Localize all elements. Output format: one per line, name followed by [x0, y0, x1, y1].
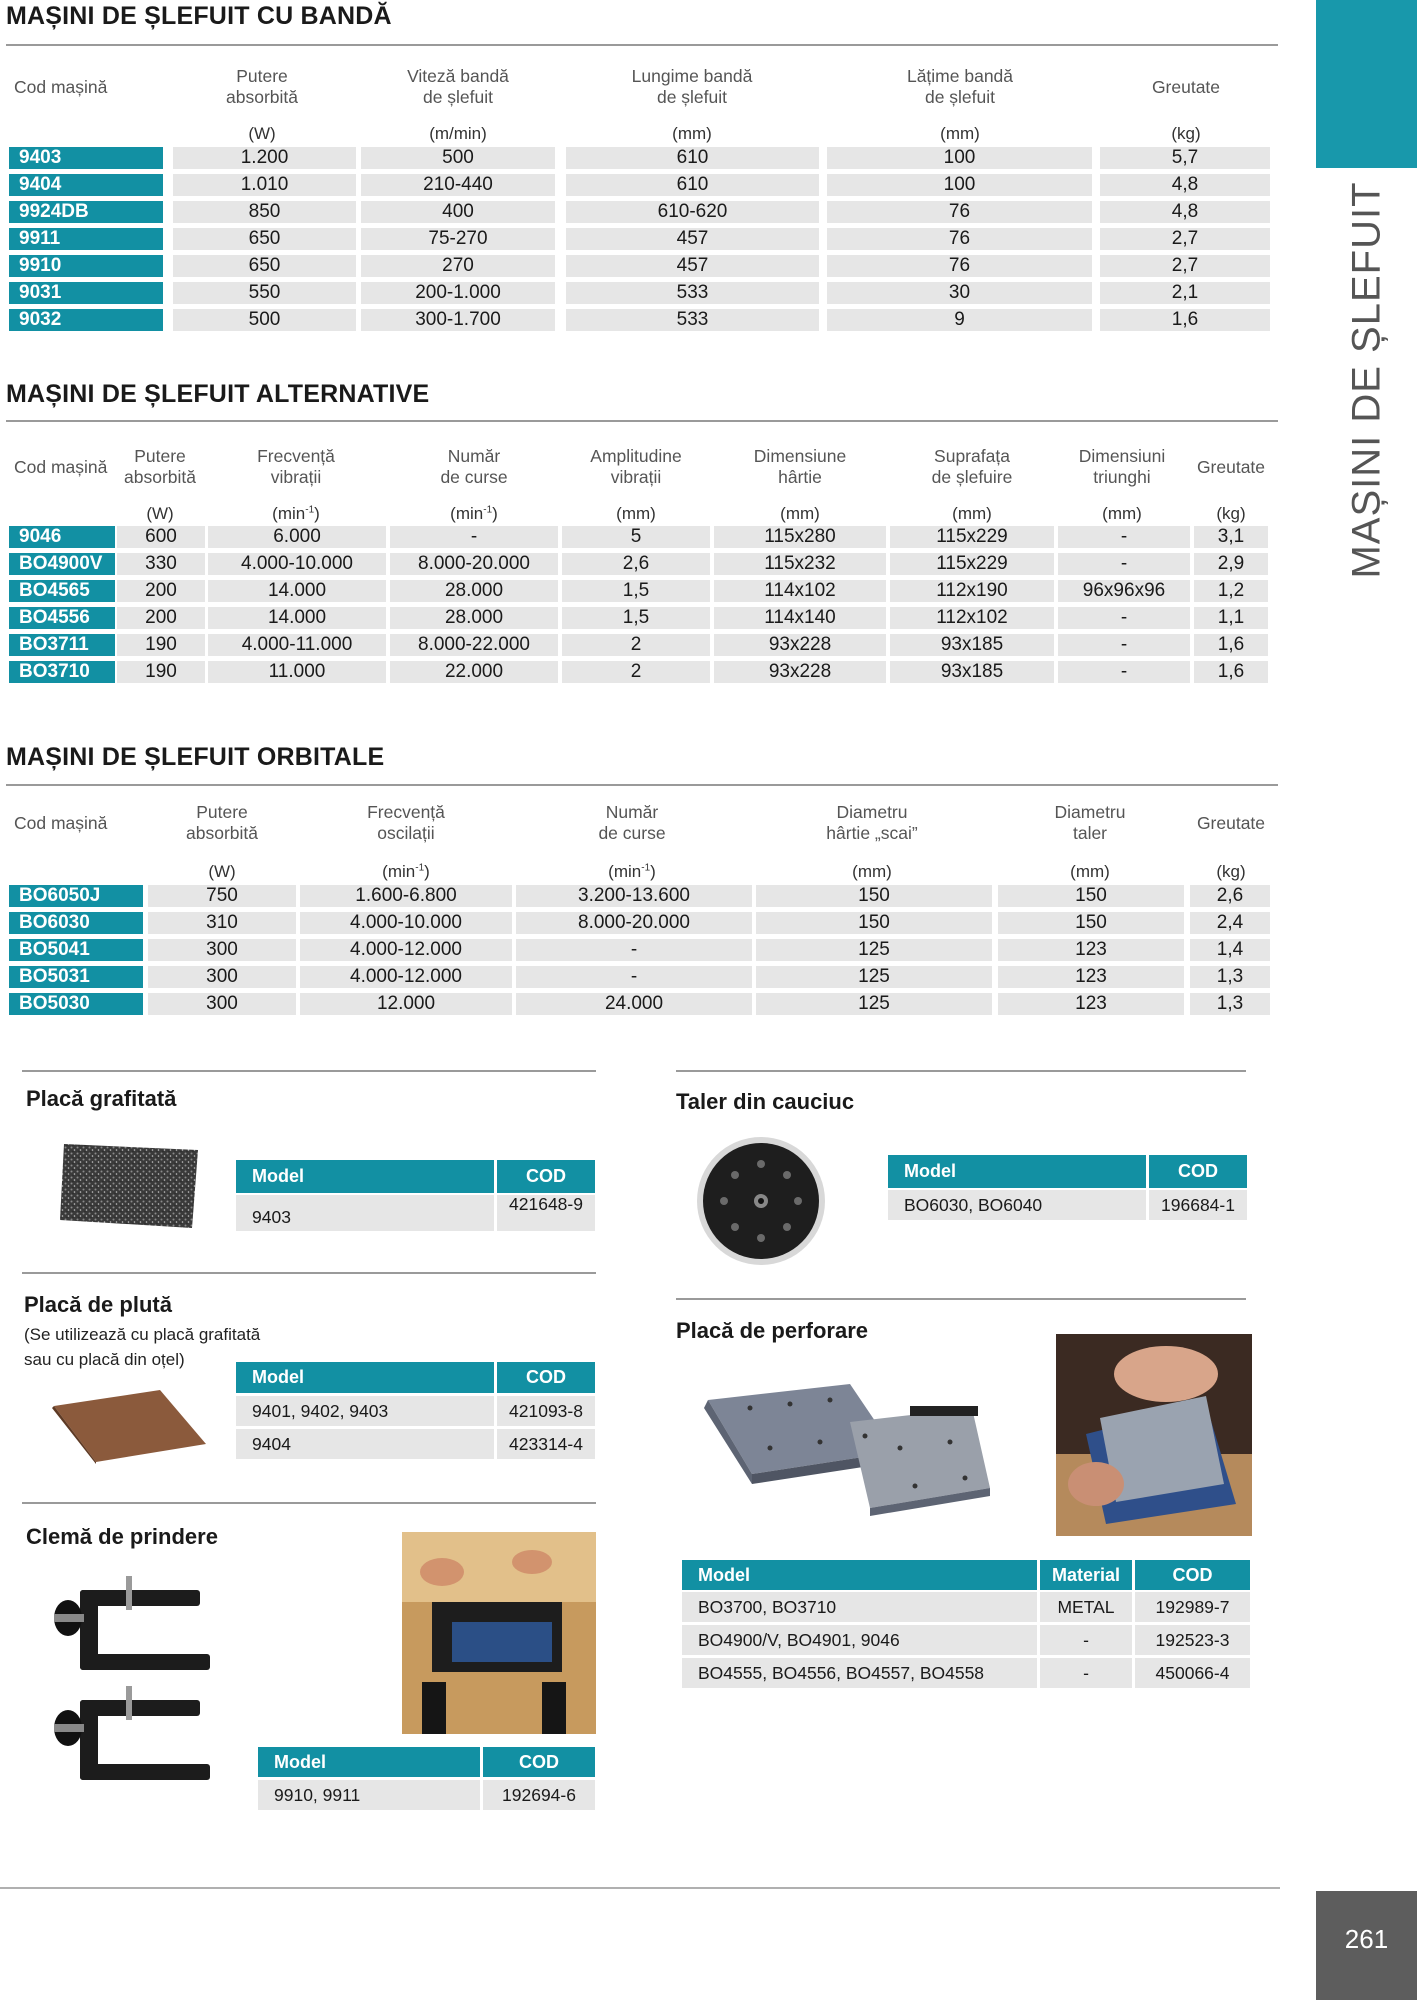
orb-value-cell: 123: [998, 939, 1184, 961]
belt-value-cell: 533: [566, 282, 819, 304]
alt-value-cell: 11.000: [208, 661, 386, 683]
belt-row: [0, 309, 1290, 331]
belt-value-cell: 75-270: [361, 228, 555, 250]
clema-model: 9910, 9911: [258, 1780, 480, 1810]
alt-value-cell: 93x185: [890, 634, 1054, 656]
perforare-h-model: Model: [682, 1560, 1037, 1590]
orb-value-cell: 125: [756, 939, 992, 961]
clema-h-model: Model: [258, 1747, 480, 1777]
pluta-h-cod: COD: [497, 1362, 595, 1393]
orb-code-cell: BO5041: [9, 939, 143, 961]
belt-code-cell: 9032: [9, 309, 163, 331]
belt-value-cell: 76: [827, 255, 1092, 277]
orb-header-1: Putere absorbită: [186, 802, 258, 843]
alt-value-cell: 115x229: [890, 553, 1054, 575]
alt-value-cell: 190: [117, 634, 205, 656]
belt-value-cell: 4,8: [1100, 174, 1270, 196]
orb-value-cell: -: [516, 939, 752, 961]
orb-row: [0, 993, 1290, 1015]
belt-code-cell: 9031: [9, 282, 163, 304]
belt-value-cell: 2,1: [1100, 282, 1270, 304]
belt-value-cell: 457: [566, 255, 819, 277]
belt-value-cell: 76: [827, 201, 1092, 223]
alt-value-cell: 14.000: [208, 607, 386, 629]
alt-header-2: Frecvență vibrații: [257, 446, 335, 487]
perforare-h-cod: COD: [1135, 1560, 1250, 1590]
orb-value-cell: 125: [756, 966, 992, 988]
clamp-photo-image: [402, 1532, 596, 1734]
alt-value-cell: 96x96x96: [1058, 580, 1190, 602]
graphite-pad-image: [58, 1140, 200, 1232]
belt-unit-4: (mm): [940, 124, 980, 143]
orb-unit-4: (mm): [852, 862, 892, 881]
alt-value-cell: 330: [117, 553, 205, 575]
alt-value-cell: 8.000-22.000: [390, 634, 558, 656]
orb-title: MAȘINI DE ȘLEFUIT ORBITALE: [6, 743, 385, 771]
belt-value-cell: 850: [173, 201, 356, 223]
alt-header-8: Greutate: [1196, 457, 1266, 477]
orb-header-5: Diametru taler: [1054, 802, 1126, 843]
belt-value-cell: 76: [827, 228, 1092, 250]
belt-value-cell: 5,7: [1100, 147, 1270, 169]
orb-value-cell: 2,6: [1190, 885, 1270, 907]
alt-value-cell: 1,6: [1194, 661, 1268, 683]
belt-value-cell: 610: [566, 174, 819, 196]
alt-row: [0, 553, 1290, 575]
orb-value-cell: 1,3: [1190, 966, 1270, 988]
clema-h-cod: COD: [483, 1747, 595, 1777]
pluta-rule: [22, 1272, 596, 1274]
cauciuc-cod: 196684-1: [1149, 1190, 1247, 1220]
alt-code-cell: BO4556: [9, 607, 115, 629]
clema-cod: 192694-6: [483, 1780, 595, 1810]
belt-header-5: Greutate: [1151, 77, 1221, 97]
belt-value-cell: 2,7: [1100, 255, 1270, 277]
belt-code-cell: 9403: [9, 147, 163, 169]
perforare-rule: [676, 1298, 1246, 1300]
alt-unit-7: (mm): [1102, 504, 1142, 523]
perforare-cod-1: 192989-7: [1135, 1592, 1250, 1622]
rubber-pad-image: [694, 1134, 828, 1268]
alt-header-7: Dimensiuni triunghi: [1078, 446, 1166, 487]
alt-value-cell: 28.000: [390, 607, 558, 629]
alt-code-cell: BO3711: [9, 634, 115, 656]
pluta-model-2: 9404: [236, 1429, 494, 1459]
perforare-title: Placă de perforare: [676, 1318, 868, 1343]
alt-value-cell: 115x232: [714, 553, 886, 575]
alt-value-cell: 600: [117, 526, 205, 548]
alt-value-cell: -: [1058, 553, 1190, 575]
orb-value-cell: 1,4: [1190, 939, 1270, 961]
orb-value-cell: 1,3: [1190, 993, 1270, 1015]
alt-unit-6: (mm): [952, 504, 992, 523]
orb-value-cell: 12.000: [300, 993, 512, 1015]
alt-value-cell: 14.000: [208, 580, 386, 602]
grafitata-h-cod: COD: [497, 1160, 595, 1193]
belt-value-cell: 1,6: [1100, 309, 1270, 331]
belt-rule: [6, 44, 1278, 46]
orb-value-cell: 4.000-12.000: [300, 939, 512, 961]
alt-value-cell: 22.000: [390, 661, 558, 683]
alt-value-cell: 114x140: [714, 607, 886, 629]
orb-header-6: Greutate: [1196, 813, 1266, 833]
belt-value-cell: 610: [566, 147, 819, 169]
perforare-cod-2: 192523-3: [1135, 1625, 1250, 1655]
cauciuc-h-model: Model: [888, 1155, 1146, 1188]
alt-value-cell: 115x229: [890, 526, 1054, 548]
alt-row: [0, 526, 1290, 548]
orb-rule: [6, 784, 1278, 786]
belt-value-cell: 4,8: [1100, 201, 1270, 223]
alt-row: [0, 580, 1290, 602]
orb-header-0: Cod mașină: [14, 813, 108, 833]
alt-unit-1: (W): [146, 504, 174, 523]
alt-header-5: Dimensiune hârtie: [753, 446, 847, 487]
orb-header-2: Frecvență oscilații: [367, 802, 445, 843]
belt-value-cell: 533: [566, 309, 819, 331]
cork-pad-image: [50, 1388, 210, 1464]
orb-value-cell: -: [516, 966, 752, 988]
alt-rule: [6, 420, 1278, 422]
belt-code-cell: 9911: [9, 228, 163, 250]
alt-value-cell: 93x185: [890, 661, 1054, 683]
belt-title: MAȘINI DE ȘLEFUIT CU BANDĂ: [6, 2, 392, 30]
belt-row: [0, 255, 1290, 277]
alt-unit-5: (mm): [780, 504, 820, 523]
alt-value-cell: -: [390, 526, 558, 548]
belt-value-cell: 457: [566, 228, 819, 250]
alt-unit-3: $(\min^{-1})$: [450, 504, 498, 523]
orb-value-cell: 1.600-6.800: [300, 885, 512, 907]
orb-value-cell: 4.000-10.000: [300, 912, 512, 934]
orb-value-cell: 150: [756, 912, 992, 934]
cauciuc-rule: [676, 1070, 1246, 1072]
orb-unit-1: (W): [208, 862, 236, 881]
alt-value-cell: 2,9: [1194, 553, 1268, 575]
alt-unit-8: (kg): [1216, 504, 1246, 523]
belt-code-cell: 9910: [9, 255, 163, 277]
orb-row: [0, 966, 1290, 988]
alt-header-6: Suprafața de șlefuire: [931, 446, 1013, 487]
alt-unit-2: $(\min^{-1})$: [272, 504, 320, 523]
orb-code-cell: BO5031: [9, 966, 143, 988]
orb-value-cell: 150: [756, 885, 992, 907]
side-tab: [1316, 0, 1417, 168]
alt-value-cell: 2,6: [562, 553, 710, 575]
perforare-material-1: METAL: [1040, 1592, 1132, 1622]
pluta-sub2: sau cu placă din oțel): [24, 1350, 185, 1369]
orb-unit-3: $(\min^{-1})$: [608, 862, 656, 881]
cauciuc-model: BO6030, BO6040: [888, 1190, 1146, 1220]
footer-rule: [0, 1887, 1280, 1889]
orb-row: [0, 939, 1290, 961]
alt-code-cell: BO3710: [9, 661, 115, 683]
belt-value-cell: 500: [361, 147, 555, 169]
alt-value-cell: 1,1: [1194, 607, 1268, 629]
alt-value-cell: -: [1058, 661, 1190, 683]
alt-value-cell: 1,6: [1194, 634, 1268, 656]
orb-value-cell: 300: [148, 993, 296, 1015]
pluta-title: Placă de plută: [24, 1292, 172, 1317]
belt-header-4: Lățime bandă de șlefuit: [906, 66, 1014, 107]
clema-rule: [22, 1502, 596, 1504]
alt-value-cell: 114x102: [714, 580, 886, 602]
perforare-model-1: BO3700, BO3710: [682, 1592, 1037, 1622]
belt-code-cell: 9924DB: [9, 201, 163, 223]
belt-header-0: Cod mașină: [14, 77, 108, 97]
belt-header-1: Putere absorbită: [226, 66, 298, 107]
orb-value-cell: 150: [998, 885, 1184, 907]
alt-header-0: Cod mașină: [14, 457, 108, 477]
orb-value-cell: 310: [148, 912, 296, 934]
belt-row: [0, 147, 1290, 169]
alt-value-cell: 5: [562, 526, 710, 548]
alt-value-cell: 4.000-10.000: [208, 553, 386, 575]
belt-row: [0, 228, 1290, 250]
grafitata-model: 9403: [236, 1195, 494, 1231]
alt-value-cell: 1,5: [562, 580, 710, 602]
grafitata-rule: [22, 1070, 596, 1072]
alt-header-4: Amplitudine vibrații: [590, 446, 682, 487]
belt-value-cell: 550: [173, 282, 356, 304]
alt-title: MAȘINI DE ȘLEFUIT ALTERNATIVE: [6, 380, 430, 408]
orb-unit-2: $(\min^{-1})$: [382, 862, 430, 881]
belt-value-cell: 210-440: [361, 174, 555, 196]
perforare-material-3: -: [1040, 1658, 1132, 1688]
alt-unit-4: (mm): [616, 504, 656, 523]
pluta-h-model: Model: [236, 1362, 494, 1393]
pluta-model-1: 9401, 9402, 9403: [236, 1396, 494, 1426]
pluta-cod-2: 423314-4: [497, 1429, 595, 1459]
alt-value-cell: 200: [117, 580, 205, 602]
belt-unit-1: (W): [248, 124, 276, 143]
belt-value-cell: 9: [827, 309, 1092, 331]
orb-value-cell: 123: [998, 966, 1184, 988]
alt-value-cell: 8.000-20.000: [390, 553, 558, 575]
pluta-cod-1: 421093-8: [497, 1396, 595, 1426]
alt-code-cell: BO4565: [9, 580, 115, 602]
perforare-model-3: BO4555, BO4556, BO4557, BO4558: [682, 1658, 1037, 1688]
orb-row: [0, 885, 1290, 907]
belt-header-3: Lungime bandă de șlefuit: [631, 66, 753, 107]
grafitata-cod: 421648-9: [497, 1195, 595, 1231]
orb-row: [0, 912, 1290, 934]
orb-value-cell: 125: [756, 993, 992, 1015]
pluta-sub1: (Se utilizează cu placă grafitată: [24, 1325, 261, 1344]
cauciuc-title: Taler din cauciuc: [676, 1089, 855, 1114]
alt-value-cell: 2: [562, 661, 710, 683]
alt-value-cell: 112x190: [890, 580, 1054, 602]
belt-value-cell: 2,7: [1100, 228, 1270, 250]
alt-header-3: Număr de curse: [440, 446, 508, 487]
alt-value-cell: 28.000: [390, 580, 558, 602]
grafitata-title: Placă grafitată: [26, 1086, 177, 1111]
orb-value-cell: 300: [148, 966, 296, 988]
belt-value-cell: 100: [827, 174, 1092, 196]
belt-value-cell: 610-620: [566, 201, 819, 223]
belt-value-cell: 300-1.700: [361, 309, 555, 331]
side-label: MAȘINI DE ȘLEFUIT: [1344, 181, 1389, 579]
alt-value-cell: 2: [562, 634, 710, 656]
belt-value-cell: 400: [361, 201, 555, 223]
alt-code-cell: 9046: [9, 526, 115, 548]
alt-value-cell: 4.000-11.000: [208, 634, 386, 656]
orb-value-cell: 300: [148, 939, 296, 961]
perforare-material-2: -: [1040, 1625, 1132, 1655]
belt-value-cell: 1.010: [173, 174, 356, 196]
belt-unit-3: (mm): [672, 124, 712, 143]
belt-value-cell: 200-1.000: [361, 282, 555, 304]
page-number: 261: [1316, 1891, 1417, 2000]
belt-row: [0, 282, 1290, 304]
orb-value-cell: 150: [998, 912, 1184, 934]
belt-unit-2: (m/min): [429, 124, 487, 143]
belt-value-cell: 500: [173, 309, 356, 331]
orb-value-cell: 3.200-13.600: [516, 885, 752, 907]
alt-value-cell: 93x228: [714, 634, 886, 656]
orb-header-3: Număr de curse: [598, 802, 666, 843]
orb-unit-6: (kg): [1216, 862, 1246, 881]
belt-value-cell: 650: [173, 228, 356, 250]
orb-value-cell: 2,4: [1190, 912, 1270, 934]
belt-code-cell: 9404: [9, 174, 163, 196]
alt-value-cell: 93x228: [714, 661, 886, 683]
belt-unit-5: (kg): [1171, 124, 1201, 143]
orb-value-cell: 24.000: [516, 993, 752, 1015]
belt-header-2: Viteză bandă de șlefuit: [407, 66, 509, 107]
alt-row: [0, 661, 1290, 683]
belt-row: [0, 174, 1290, 196]
alt-value-cell: -: [1058, 607, 1190, 629]
cauciuc-h-cod: COD: [1149, 1155, 1247, 1188]
alt-value-cell: 190: [117, 661, 205, 683]
orb-header-4: Diametru hârtie „scai”: [826, 802, 918, 843]
alt-value-cell: 3,1: [1194, 526, 1268, 548]
alt-value-cell: 200: [117, 607, 205, 629]
belt-value-cell: 270: [361, 255, 555, 277]
belt-value-cell: 1.200: [173, 147, 356, 169]
orb-value-cell: 123: [998, 993, 1184, 1015]
orb-code-cell: BO5030: [9, 993, 143, 1015]
orb-unit-5: (mm): [1070, 862, 1110, 881]
sander-photo-image: [1056, 1334, 1252, 1536]
alt-value-cell: -: [1058, 526, 1190, 548]
alt-value-cell: 1,5: [562, 607, 710, 629]
perforare-model-2: BO4900/V, BO4901, 9046: [682, 1625, 1037, 1655]
alt-row: [0, 634, 1290, 656]
alt-value-cell: 6.000: [208, 526, 386, 548]
alt-row: [0, 607, 1290, 629]
orb-code-cell: BO6050J: [9, 885, 143, 907]
orb-code-cell: BO6030: [9, 912, 143, 934]
belt-value-cell: 100: [827, 147, 1092, 169]
alt-value-cell: 112x102: [890, 607, 1054, 629]
alt-header-1: Putere absorbită: [124, 446, 196, 487]
belt-value-cell: 30: [827, 282, 1092, 304]
perforare-cod-3: 450066-4: [1135, 1658, 1250, 1688]
belt-row: [0, 201, 1290, 223]
grafitata-h-model: Model: [236, 1160, 494, 1193]
orb-value-cell: 750: [148, 885, 296, 907]
orb-value-cell: 8.000-20.000: [516, 912, 752, 934]
alt-value-cell: 115x280: [714, 526, 886, 548]
belt-value-cell: 650: [173, 255, 356, 277]
perforation-plate-image: [700, 1378, 992, 1518]
clamp-image: [46, 1570, 246, 1800]
alt-value-cell: -: [1058, 634, 1190, 656]
perforare-h-material: Material: [1040, 1560, 1132, 1590]
orb-value-cell: 4.000-12.000: [300, 966, 512, 988]
clema-title: Clemă de prindere: [26, 1524, 218, 1549]
alt-code-cell: BO4900V: [9, 553, 115, 575]
alt-value-cell: 1,2: [1194, 580, 1268, 602]
